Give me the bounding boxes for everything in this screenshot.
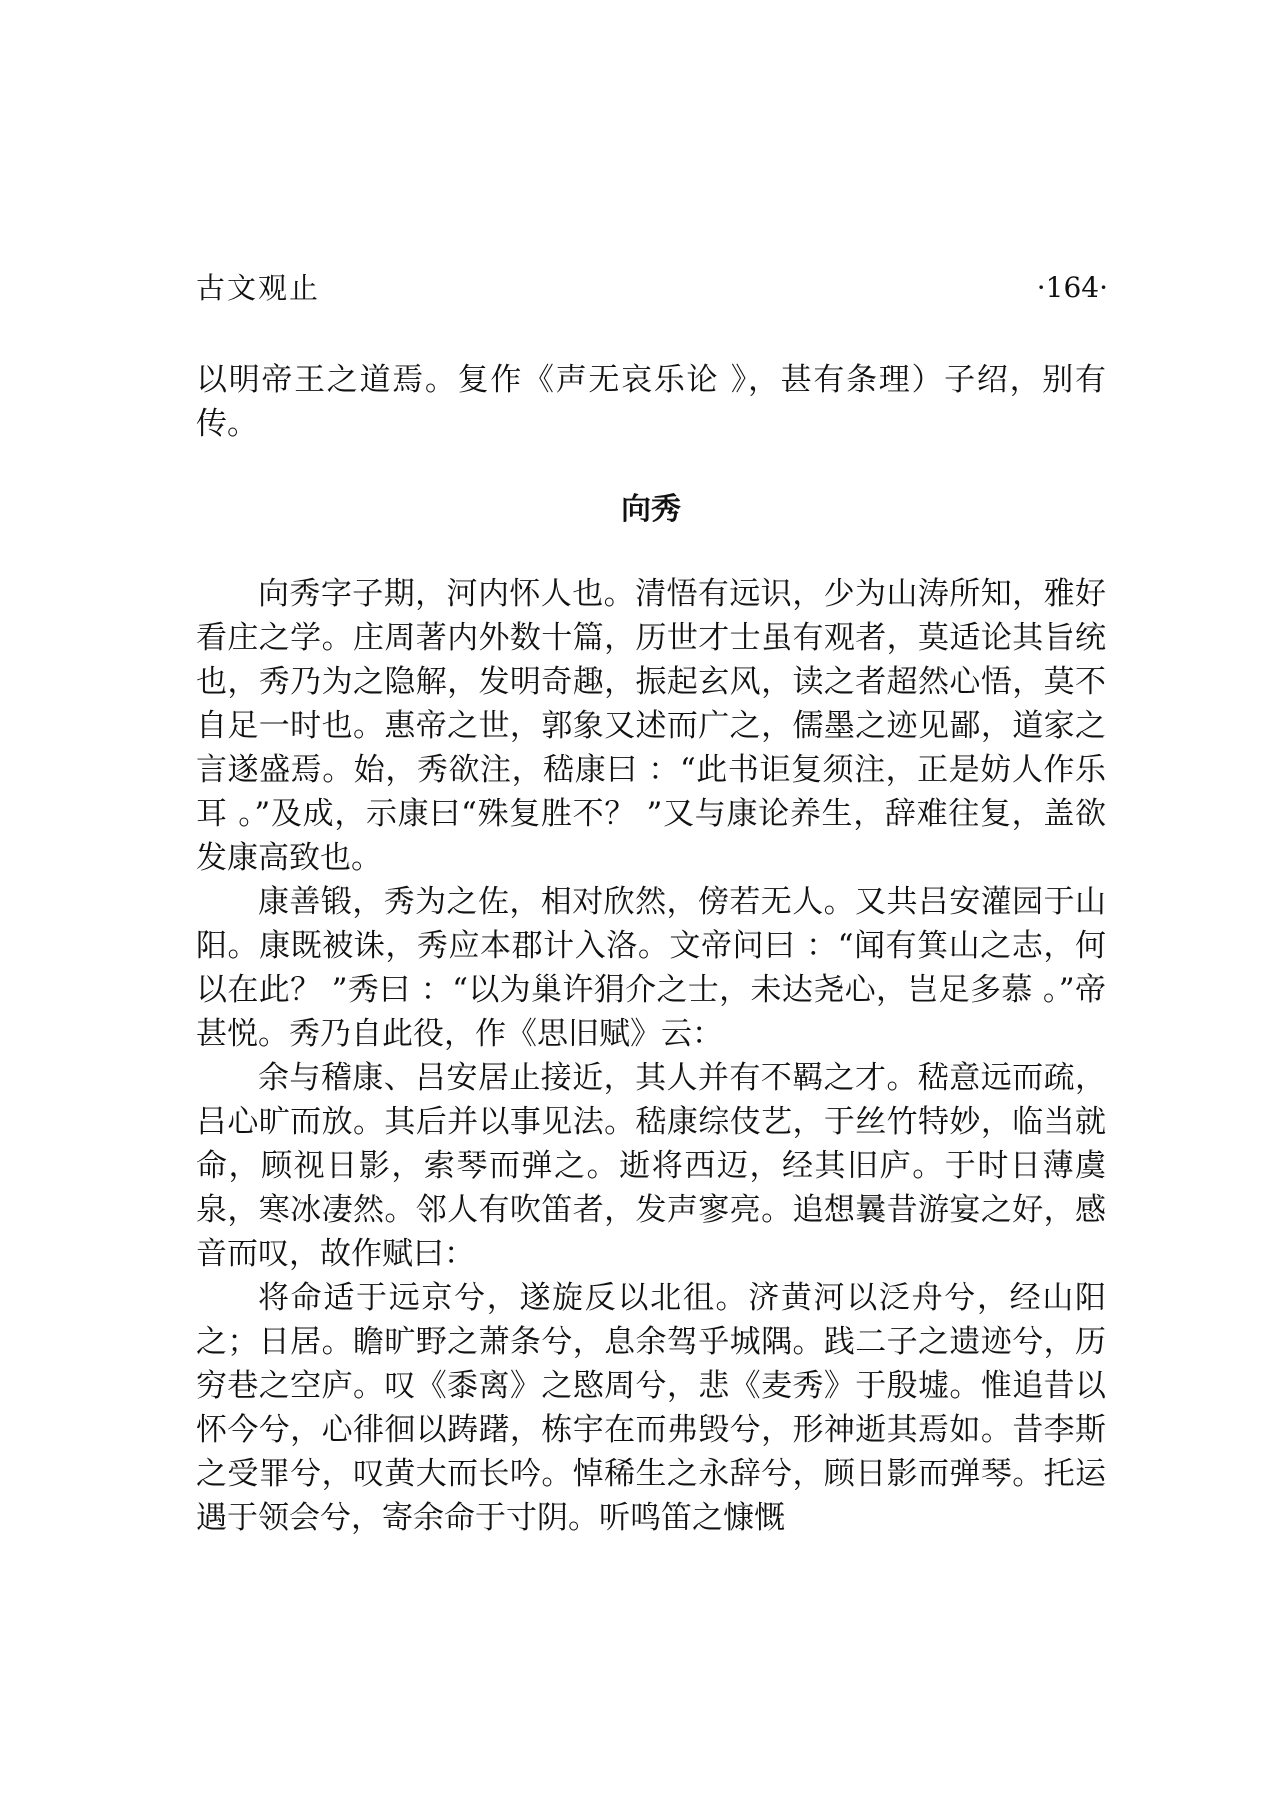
page-number: ·164· (1036, 271, 1108, 304)
paragraph: 将命适于远京兮，遂旋反以北徂。济黄河以泛舟兮，经山阳之；日居。瞻旷野之萧条兮，息余驾乎城隅。践二子之遗迹兮，历穷巷之空庐。叹《黍离》之愍周兮，悲《麦秀》于殷墟。惟追昔以怀今兮，心徘徊以踌躇，栋宇在而弗毁兮，形神逝其焉如。昔李斯之受罪兮，叹黄大而长吟。悼稀生之永辞兮，顾日影而弹琴。托运遇于领会兮，寄余命于寸阴。听鸣笛之慷慨 (196, 1280, 1106, 1536)
continued-paragraph (196, 358, 1106, 446)
section-body (196, 572, 1106, 1540)
section-title: 向秀 (621, 492, 681, 527)
paragraph: 余与稽康、吕安居止接近，其人并有不羁之才。嵇意远而疏，吕心旷而放。其后并以事见法。嵇康综伎艺，于丝竹特妙，临当就命，顾视日影，索琴而弹之。逝将西迈，经其旧庐。于时日薄虞泉，寒冰凄然。邻人有吹笛者，发声寥亮。追想曩昔游宴之好，感音而叹，故作赋曰： (196, 1060, 1106, 1272)
continued-paragraph-text: 以明帝王之道焉。复作《声无哀乐论 》，甚有条理）子绍，别有传。 (196, 362, 1106, 442)
paragraph: 康善锻，秀为之佐，相对欣然，傍若无人。又共吕安灌园于山阳。康既被诛，秀应本郡计入洛。文帝问曰 ：“闻有箕山之志，何以在此？ ”秀曰 ：“以为巢许狷介之士，未达尧心，岂足多慕 。”帝甚悦。秀乃自此役，作《思旧赋》云： (196, 884, 1106, 1052)
book-title: 古文观止 (196, 271, 321, 305)
running-header (196, 268, 1108, 308)
paragraph: 向秀字子期，河内怀人也。清悟有远识，少为山涛所知，雅好看庄之学。庄周著内外数十篇，历世才士虽有观者，莫适论其旨统也，秀乃为之隐解，发明奇趣，振起玄风，读之者超然心悟，莫不自足一时也。惠帝之世，郭象又述而广之，儒墨之迹见鄙，道家之言遂盛焉。始，秀欲注，嵇康曰 ：“此书讵复须注，正是妨人作乐耳 。”及成，示康曰“殊复胜不？ ”又与康论养生，辞难往复，盖欲发康高致也。 (196, 576, 1106, 876)
